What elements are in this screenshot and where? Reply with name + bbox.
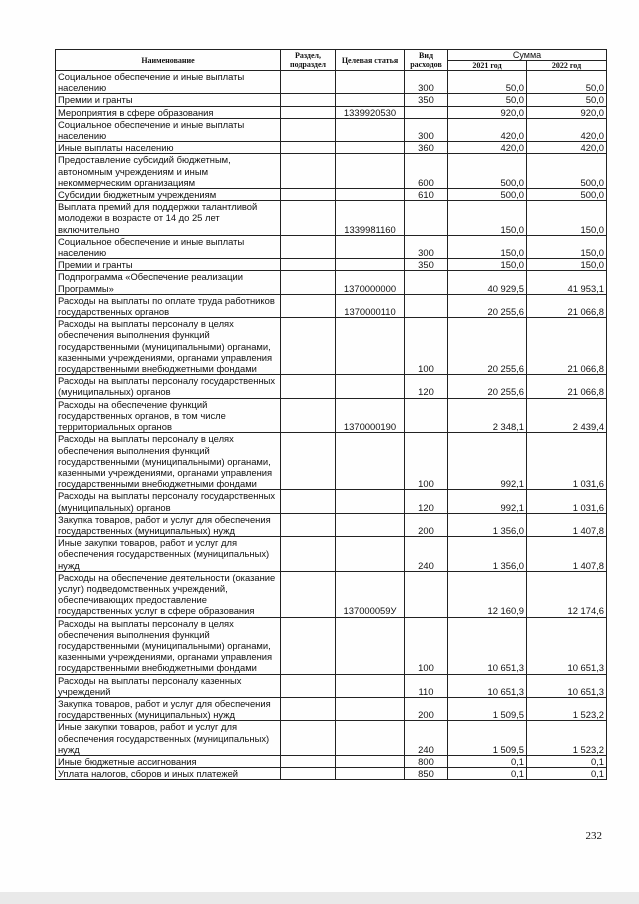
- header-name: Наименование: [56, 50, 281, 71]
- row-target: [336, 375, 405, 398]
- table-row: [56, 154, 607, 189]
- row-section: [281, 513, 336, 536]
- table-row: [56, 189, 607, 201]
- row-kind: 110: [405, 674, 448, 697]
- row-name: Расходы на выплаты по оплате труда работников государственных органов: [56, 294, 281, 317]
- row-kind: 300: [405, 71, 448, 94]
- row-kind: 600: [405, 154, 448, 189]
- row-kind: [405, 294, 448, 317]
- row-target: [336, 118, 405, 141]
- row-kind: [405, 201, 448, 236]
- row-value-2022: 150,0: [527, 235, 607, 258]
- row-target: 1370000190: [336, 398, 405, 433]
- row-name: Расходы на выплаты персоналу казенных учреждений: [56, 674, 281, 697]
- row-value-2021: 992,1: [448, 490, 527, 513]
- row-target: 1370000110: [336, 294, 405, 317]
- row-kind: 850: [405, 768, 448, 780]
- row-kind: 120: [405, 490, 448, 513]
- row-name: Социальное обеспечение и иные выплаты населению: [56, 118, 281, 141]
- row-value-2021: 500,0: [448, 189, 527, 201]
- row-kind: [405, 271, 448, 294]
- row-section: [281, 571, 336, 617]
- row-kind: 200: [405, 513, 448, 536]
- row-target: [336, 537, 405, 572]
- row-name: Мероприятия в сфере образования: [56, 106, 281, 118]
- row-value-2022: 500,0: [527, 154, 607, 189]
- row-section: [281, 71, 336, 94]
- row-target: 137000059У: [336, 571, 405, 617]
- table-row: [56, 433, 607, 490]
- row-section: [281, 94, 336, 106]
- row-section: [281, 294, 336, 317]
- table-row: [56, 571, 607, 617]
- row-section: [281, 433, 336, 490]
- row-name: Расходы на обеспечение функций государственных органов, в том числе территориальных органов: [56, 398, 281, 433]
- row-value-2021: 992,1: [448, 433, 527, 490]
- row-value-2022: 50,0: [527, 71, 607, 94]
- row-name: Расходы на выплаты персоналу в целях обеспечения выполнения функций государственными (муниципальными) органами, казенными учреждениями, органами управления государственными внебюджетными фондами: [56, 617, 281, 674]
- row-name: Иные бюджетные ассигнования: [56, 755, 281, 767]
- table-row: [56, 721, 607, 756]
- row-section: [281, 375, 336, 398]
- row-name: Иные закупки товаров, работ и услуг для обеспечения государственных (муниципальных) нужд: [56, 721, 281, 756]
- row-target: [336, 490, 405, 513]
- row-name: Социальное обеспечение и иные выплаты населению: [56, 71, 281, 94]
- table-row: [56, 697, 607, 720]
- table-row: [56, 375, 607, 398]
- table-row: [56, 201, 607, 236]
- row-section: [281, 235, 336, 258]
- row-target: [336, 71, 405, 94]
- row-kind: 610: [405, 189, 448, 201]
- row-value-2022: 420,0: [527, 118, 607, 141]
- row-value-2022: 21 066,8: [527, 375, 607, 398]
- row-value-2022: 0,1: [527, 768, 607, 780]
- table-row: [56, 142, 607, 154]
- table-row: [56, 398, 607, 433]
- row-value-2022: 1 031,6: [527, 490, 607, 513]
- row-value-2021: 20 255,6: [448, 375, 527, 398]
- scan-edge: [0, 892, 639, 904]
- row-kind: [405, 106, 448, 118]
- row-value-2022: 50,0: [527, 94, 607, 106]
- row-name: Расходы на выплаты персоналу государственных (муниципальных) органов: [56, 490, 281, 513]
- table-row: [56, 94, 607, 106]
- row-section: [281, 617, 336, 674]
- header-sum: Сумма: [448, 50, 607, 61]
- table-row: [56, 768, 607, 780]
- row-section: [281, 768, 336, 780]
- row-name: Подпрограмма «Обеспечение реализации Программы»: [56, 271, 281, 294]
- row-section: [281, 154, 336, 189]
- row-value-2021: 920,0: [448, 106, 527, 118]
- row-section: [281, 537, 336, 572]
- row-target: [336, 755, 405, 767]
- row-section: [281, 755, 336, 767]
- table-row: [56, 71, 607, 94]
- row-value-2022: 1 031,6: [527, 433, 607, 490]
- header-2021: 2021 год: [448, 61, 527, 71]
- table-row: [56, 490, 607, 513]
- row-name: Иные выплаты населению: [56, 142, 281, 154]
- row-kind: 240: [405, 721, 448, 756]
- row-section: [281, 318, 336, 375]
- budget-table: [55, 49, 607, 780]
- row-kind: 100: [405, 617, 448, 674]
- row-name: Уплата налогов, сборов и иных платежей: [56, 768, 281, 780]
- row-value-2022: 10 651,3: [527, 674, 607, 697]
- row-section: [281, 490, 336, 513]
- row-value-2021: 0,1: [448, 768, 527, 780]
- row-section: [281, 721, 336, 756]
- row-name: Выплата премий для поддержки талантливой молодежи в возрасте от 14 до 25 лет включительно: [56, 201, 281, 236]
- row-section: [281, 142, 336, 154]
- row-section: [281, 398, 336, 433]
- row-value-2021: 1 509,5: [448, 721, 527, 756]
- row-target: [336, 154, 405, 189]
- row-value-2022: 0,1: [527, 755, 607, 767]
- row-name: Расходы на выплаты персоналу в целях обеспечения выполнения функций государственными (муниципальными) органами, казенными учреждениями, органами управления государственными внебюджетными фондами: [56, 318, 281, 375]
- row-target: [336, 617, 405, 674]
- table-row: [56, 294, 607, 317]
- row-value-2021: 1 509,5: [448, 697, 527, 720]
- row-section: [281, 697, 336, 720]
- row-value-2021: 150,0: [448, 259, 527, 271]
- row-kind: 800: [405, 755, 448, 767]
- row-kind: 300: [405, 235, 448, 258]
- row-value-2022: 1 407,8: [527, 513, 607, 536]
- row-section: [281, 106, 336, 118]
- row-name: Расходы на выплаты персоналу в целях обеспечения выполнения функций государственными (муниципальными) органами, казенными учреждениями, органами управления государственными внебюджетными фондами: [56, 433, 281, 490]
- row-kind: 200: [405, 697, 448, 720]
- row-target: [336, 235, 405, 258]
- row-section: [281, 271, 336, 294]
- row-target: [336, 259, 405, 271]
- row-value-2021: 1 356,0: [448, 513, 527, 536]
- page-number: 232: [585, 830, 602, 842]
- table-header-row: [56, 50, 607, 61]
- row-kind: 100: [405, 433, 448, 490]
- row-value-2022: 1 523,2: [527, 697, 607, 720]
- table-row: [56, 755, 607, 767]
- table-row: [56, 513, 607, 536]
- table-row: [56, 271, 607, 294]
- row-target: [336, 142, 405, 154]
- row-value-2021: 1 356,0: [448, 537, 527, 572]
- table-row: [56, 318, 607, 375]
- row-target: [336, 513, 405, 536]
- table-row: [56, 259, 607, 271]
- row-value-2021: 40 929,5: [448, 271, 527, 294]
- row-value-2021: 150,0: [448, 201, 527, 236]
- row-value-2022: 21 066,8: [527, 318, 607, 375]
- table-row: [56, 674, 607, 697]
- row-target: [336, 768, 405, 780]
- row-name: Премии и гранты: [56, 259, 281, 271]
- row-target: [336, 697, 405, 720]
- row-value-2022: 10 651,3: [527, 617, 607, 674]
- header-2022: 2022 год: [527, 61, 607, 71]
- row-name: Субсидии бюджетным учреждениям: [56, 189, 281, 201]
- row-section: [281, 259, 336, 271]
- row-value-2021: 420,0: [448, 142, 527, 154]
- table-row: [56, 235, 607, 258]
- row-value-2022: 920,0: [527, 106, 607, 118]
- row-kind: 300: [405, 118, 448, 141]
- row-value-2022: 21 066,8: [527, 294, 607, 317]
- row-value-2021: 0,1: [448, 755, 527, 767]
- row-target: 1339920530: [336, 106, 405, 118]
- row-kind: 350: [405, 259, 448, 271]
- table-row: [56, 617, 607, 674]
- row-value-2022: 150,0: [527, 201, 607, 236]
- row-target: [336, 433, 405, 490]
- row-kind: 360: [405, 142, 448, 154]
- row-name: Расходы на выплаты персоналу государственных (муниципальных) органов: [56, 375, 281, 398]
- row-target: [336, 189, 405, 201]
- row-value-2021: 50,0: [448, 94, 527, 106]
- row-value-2022: 12 174,6: [527, 571, 607, 617]
- row-kind: 120: [405, 375, 448, 398]
- row-value-2022: 500,0: [527, 189, 607, 201]
- row-value-2021: 10 651,3: [448, 617, 527, 674]
- row-value-2022: 2 439,4: [527, 398, 607, 433]
- row-target: [336, 721, 405, 756]
- row-target: [336, 318, 405, 375]
- row-section: [281, 118, 336, 141]
- table-row: [56, 106, 607, 118]
- row-target: 1370000000: [336, 271, 405, 294]
- row-value-2021: 50,0: [448, 71, 527, 94]
- row-kind: 350: [405, 94, 448, 106]
- row-name: Иные закупки товаров, работ и услуг для обеспечения государственных (муниципальных) нужд: [56, 537, 281, 572]
- row-kind: 240: [405, 537, 448, 572]
- table-row: [56, 537, 607, 572]
- row-kind: [405, 398, 448, 433]
- header-target: Целевая статья: [336, 50, 405, 71]
- row-target: [336, 94, 405, 106]
- row-target: [336, 674, 405, 697]
- row-value-2022: 1 407,8: [527, 537, 607, 572]
- row-value-2021: 500,0: [448, 154, 527, 189]
- row-kind: 100: [405, 318, 448, 375]
- row-name: Закупка товаров, работ и услуг для обеспечения государственных (муниципальных) нужд: [56, 513, 281, 536]
- row-value-2022: 150,0: [527, 259, 607, 271]
- row-value-2021: 2 348,1: [448, 398, 527, 433]
- header-kind: Вид расходов: [405, 50, 448, 71]
- row-kind: [405, 571, 448, 617]
- row-value-2021: 20 255,6: [448, 318, 527, 375]
- row-name: Закупка товаров, работ и услуг для обеспечения государственных (муниципальных) нужд: [56, 697, 281, 720]
- row-section: [281, 201, 336, 236]
- row-value-2022: 420,0: [527, 142, 607, 154]
- row-section: [281, 674, 336, 697]
- row-value-2021: 10 651,3: [448, 674, 527, 697]
- row-name: Социальное обеспечение и иные выплаты населению: [56, 235, 281, 258]
- row-value-2021: 12 160,9: [448, 571, 527, 617]
- row-target: 1339981160: [336, 201, 405, 236]
- row-value-2021: 150,0: [448, 235, 527, 258]
- row-name: Расходы на обеспечение деятельности (оказание услуг) подведомственных учреждений, обеспечивающих предоставление государственных услуг в сфере образования: [56, 571, 281, 617]
- row-name: Премии и гранты: [56, 94, 281, 106]
- table-row: [56, 118, 607, 141]
- header-section: Раздел, подраздел: [281, 50, 336, 71]
- row-value-2021: 20 255,6: [448, 294, 527, 317]
- row-value-2022: 1 523,2: [527, 721, 607, 756]
- table-body: [56, 71, 607, 780]
- row-section: [281, 189, 336, 201]
- row-value-2021: 420,0: [448, 118, 527, 141]
- row-value-2022: 41 953,1: [527, 271, 607, 294]
- row-name: Предоставление субсидий бюджетным, автономным учреждениям и иным некоммерческим организациям: [56, 154, 281, 189]
